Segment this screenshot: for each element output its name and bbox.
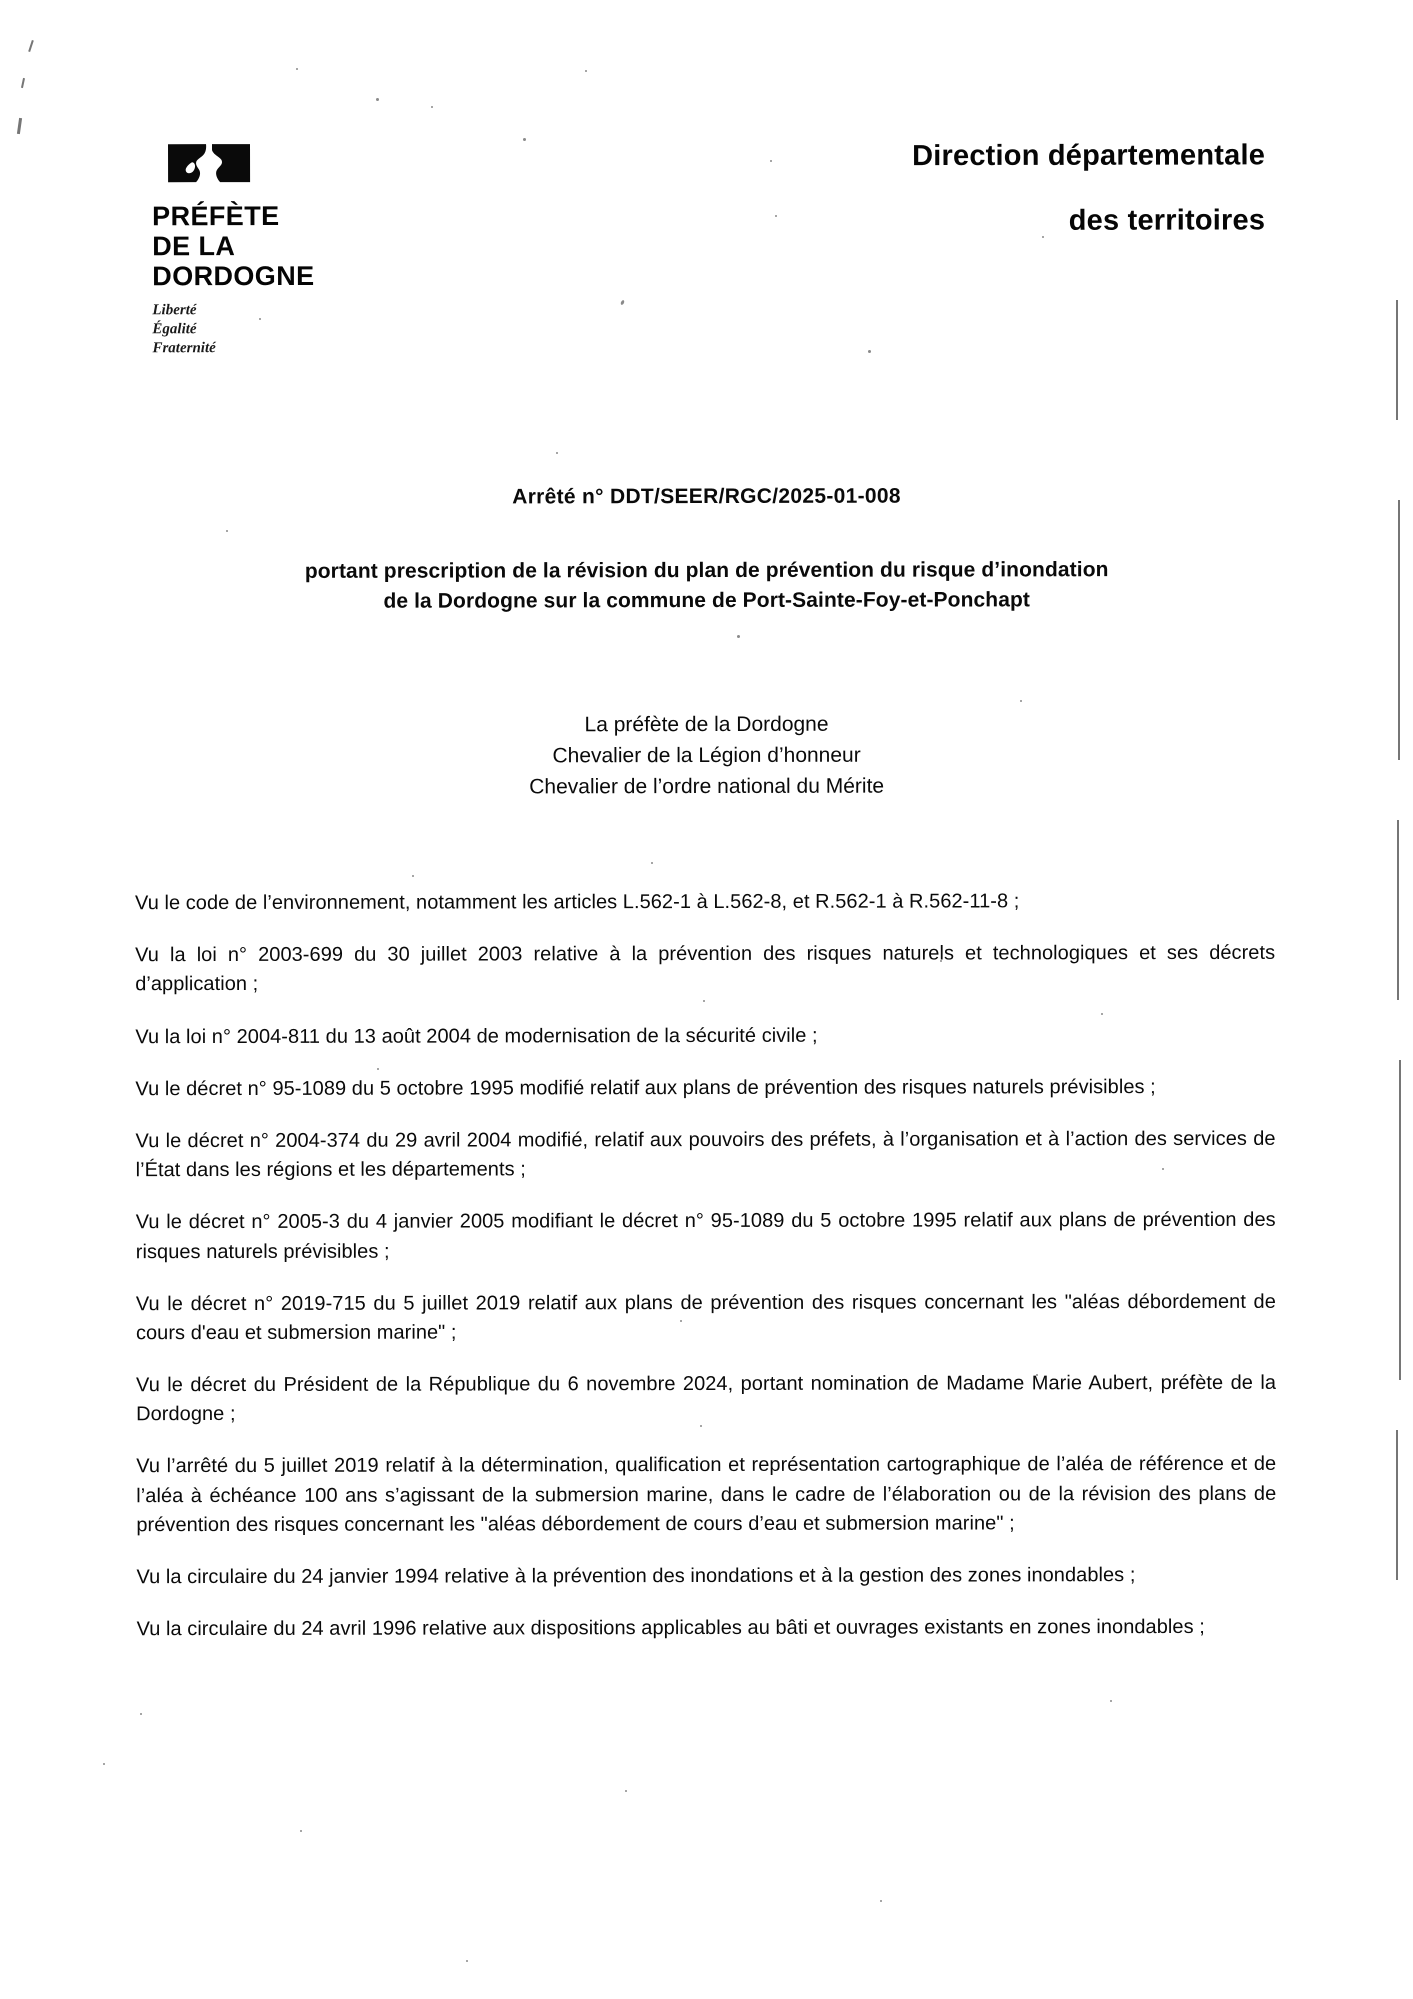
logo-line-prefete: PRÉFÈTE	[152, 201, 280, 232]
scan-speck	[412, 875, 414, 877]
logo-line-dela: DE LA	[152, 231, 236, 262]
scan-speck	[1020, 700, 1022, 702]
considerant-item: Vu la circulaire du 24 janvier 1994 relative à la prévention des inondations et à la gestion des zones inondables ;	[136, 1564, 1136, 1589]
scan-speck	[880, 1900, 882, 1902]
scan-edge-mark	[1396, 1430, 1398, 1580]
scan-edge-mark	[21, 78, 25, 88]
scan-speck	[556, 452, 558, 454]
scan-speck	[625, 1790, 627, 1792]
motto-liberte: Liberté	[152, 301, 197, 318]
scan-speck	[620, 300, 625, 306]
scan-speck	[376, 98, 379, 101]
republic-motto	[152, 300, 412, 358]
considerant-item: Vu la circulaire du 24 avril 1996 relative aux dispositions applicables au bâti et ouvrages existants en zones inondables ;	[136, 1616, 1205, 1641]
scan-speck	[1110, 1700, 1112, 1702]
scan-edge-mark	[17, 118, 22, 134]
considerant-item: Vu le code de l’environnement, notamment les articles L.562-1 à L.562-8, et R.562-1 à R.562-11-8 ;	[135, 890, 1020, 915]
arrete-subject-line-1: portant prescription de la révision du plan de prévention du risque d’inondation	[304, 558, 1109, 583]
scan-speck	[466, 1960, 468, 1962]
considerant-item: Vu le décret du Président de la République du 6 novembre 2024, portant nomination de Madame Marie Aubert, préfète de la Dordogne ;	[136, 1371, 1277, 1426]
considerant-item: Vu le décret n° 95-1089 du 5 octobre 1995 modifié relatif aux plans de prévention des risques naturels prévisibles ;	[135, 1075, 1156, 1100]
scan-edge-mark	[28, 40, 34, 52]
scan-speck	[300, 1830, 302, 1832]
considerant-item: Vu l’arrêté du 5 juillet 2019 relatif à la détermination, qualification et représentation cartographique de l’aléa de référence et de l’aléa à échéance 100 ans s’agissant de la submersion marine, dans le cadre de l’élaboration ou de la révision des plans de prévention des risques concernant les "aléas débordement de cours d’eau et submersion marine" ;	[136, 1453, 1277, 1537]
service-line-2: des territoires	[1068, 204, 1266, 237]
service-name-block	[665, 141, 1265, 236]
scan-speck	[431, 106, 433, 108]
title-block	[130, 484, 1283, 617]
considerant-item: Vu le décret n° 2005-3 du 4 janvier 2005 modifiant le décret n° 95-1089 du 5 octobre 1995 relatif aux plans de prévention des risques naturels prévisibles ;	[135, 1209, 1276, 1263]
scan-speck	[296, 68, 298, 70]
arrete-number: Arrêté n° DDT/SEER/RGC/2025-01-008	[512, 484, 901, 509]
scan-speck	[103, 1763, 105, 1765]
scan-speck	[737, 635, 740, 638]
considerant-item: Vu le décret n° 2019-715 du 5 juillet 2019 relatif aux plans de prévention des risques concernant les "aléas débordement de cours d'eau et submersion marine" ;	[135, 1290, 1276, 1345]
scan-edge-mark	[1396, 300, 1398, 420]
quality-line-2: Chevalier de la Légion d’honneur	[552, 743, 861, 768]
signatory-qualities	[130, 709, 1283, 804]
scan-speck	[140, 1713, 142, 1715]
scan-speck	[585, 70, 587, 72]
arrete-subject	[130, 555, 1283, 617]
quality-line-1: La préfète de la Dordogne	[584, 712, 829, 737]
considerant-item: Vu la loi n° 2003-699 du 30 juillet 2003 relative à la prévention des risques naturels et technologiques et ses décrets d’application ;	[135, 941, 1276, 996]
republic-logo-block	[152, 140, 412, 359]
considerants-list	[135, 887, 1277, 1645]
scan-speck	[1042, 236, 1044, 238]
considerant-item: Vu la loi n° 2004-811 du 13 août 2004 de modernisation de la sécurité civile ;	[135, 1024, 818, 1048]
scan-speck	[651, 862, 653, 864]
arrete-subject-line-2: de la Dordogne sur la commune de Port-Sainte-Foy-et-Ponchapt	[383, 588, 1031, 613]
scan-speck	[868, 350, 871, 353]
scan-speck	[523, 138, 526, 141]
scan-edge-mark	[1397, 820, 1399, 1000]
considerant-item: Vu le décret n° 2004-374 du 29 avril 2004 modifié, relatif aux pouvoirs des préfets, à l’organisation et à l’action des services de l’État dans les régions et les départements ;	[135, 1127, 1276, 1182]
scan-edge-mark	[1399, 1060, 1401, 1380]
scan-edge-mark	[1398, 500, 1400, 760]
marianne-logo-icon	[166, 140, 252, 186]
logo-line-dordogne: DORDOGNE	[152, 261, 315, 292]
service-line-1: Direction départementale	[912, 139, 1266, 173]
motto-egalite: Égalité	[152, 321, 197, 338]
motto-fraternite: Fraternité	[152, 340, 216, 357]
quality-line-3: Chevalier de l’ordre national du Mérite	[529, 774, 885, 799]
